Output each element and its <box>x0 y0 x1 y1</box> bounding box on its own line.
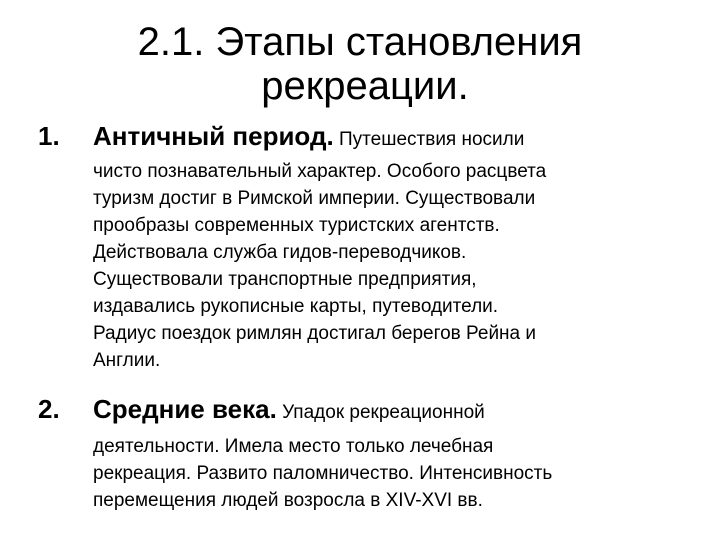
list-item-term: Античный период <box>93 121 327 151</box>
body-line: деятельности. Имела место только лечебная <box>93 436 494 457</box>
list-item-term-punct: . <box>326 121 334 151</box>
list-item-term-punct: . <box>269 394 277 424</box>
list-item-lead-text: Путешествия носили <box>333 129 525 150</box>
list-item-body <box>93 433 713 514</box>
slide-title-line-2: рекреации. <box>261 64 469 108</box>
slide-title-line-1: 2.1. Этапы становления <box>137 20 583 64</box>
list-item-lead-text: Упадок рекреационной <box>276 402 485 423</box>
body-line: перемещения людей возросла в XIV-XVI вв. <box>93 490 483 511</box>
body-line: издавались рукописные карты, путеводители. <box>93 296 499 317</box>
list-item-heading <box>93 393 693 430</box>
list-item-term: Средние века <box>93 394 270 424</box>
body-line: Англии. <box>93 350 161 371</box>
list-item-body <box>93 158 713 374</box>
body-line: Действовала служба гидов-переводчиков. <box>93 242 467 263</box>
body-line: рекреация. Развито паломничество. Интенсивность <box>93 463 553 484</box>
list-item-heading <box>93 120 693 157</box>
body-line: прообразы современных туристских агентств. <box>93 215 500 236</box>
body-line: чисто познавательный характер. Особого расцвета <box>93 161 547 182</box>
body-line: Радиус поездок римлян достигал берегов Рейна и <box>93 323 537 344</box>
body-line: Существовали транспортные предприятия, <box>93 269 477 290</box>
list-item-number: 2. <box>38 394 60 424</box>
slide-title <box>0 20 720 108</box>
list-item-number: 1. <box>38 121 60 151</box>
body-line: туризм достиг в Римской империи. Существовали <box>93 188 536 209</box>
